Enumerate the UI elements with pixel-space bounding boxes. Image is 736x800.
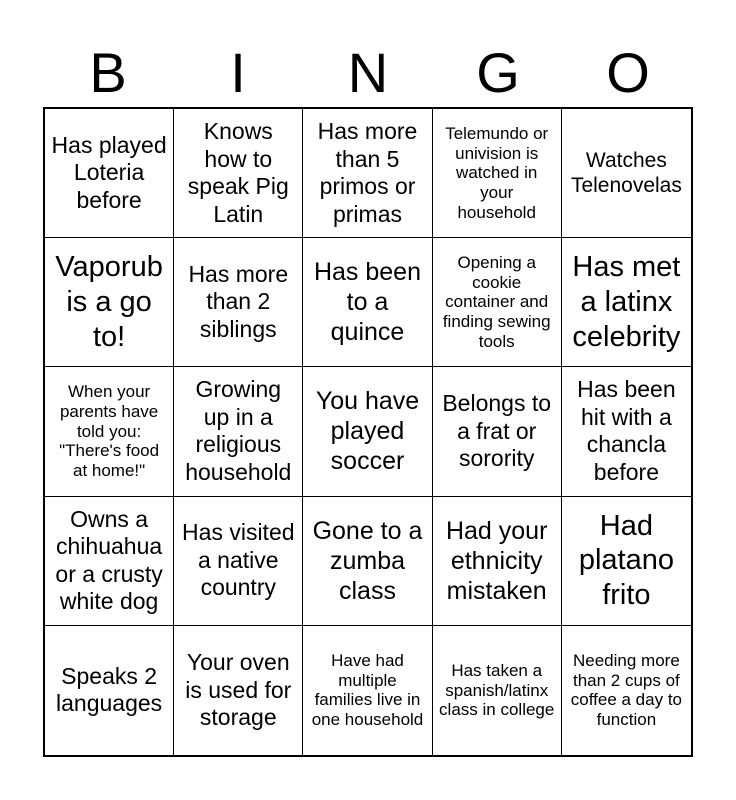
bingo-cell[interactable] (562, 497, 691, 626)
bingo-cell[interactable] (562, 626, 691, 755)
cell-text: Speaks 2 languages (56, 662, 163, 717)
bingo-cell[interactable] (174, 238, 303, 367)
cell-text: Has more than 2 siblings (188, 260, 289, 343)
bingo-cell[interactable] (433, 109, 562, 238)
cell-text: Vaporub is a go to! (55, 251, 163, 353)
bingo-cell[interactable] (45, 367, 174, 496)
bingo-cell[interactable] (303, 109, 432, 238)
bingo-cell[interactable] (45, 497, 174, 626)
bingo-cell[interactable] (562, 238, 691, 367)
cell-text: Has played Loteria before (51, 131, 167, 213)
header-letter-i: I (230, 41, 246, 104)
bingo-cell[interactable] (303, 238, 432, 367)
header-letter-b: B (89, 41, 127, 104)
bingo-cell[interactable] (45, 238, 174, 367)
bingo-cell[interactable] (45, 109, 174, 238)
header-letter-n: N (347, 41, 389, 104)
bingo-cell[interactable] (303, 626, 432, 755)
cell-text: Needing more than 2 cups of coffee a day to function (570, 650, 682, 730)
bingo-cell[interactable] (174, 109, 303, 238)
cell-text: Has taken a spanish/latinx class in college (439, 660, 555, 720)
cell-text: Has visited a native country (182, 519, 295, 601)
cell-text: You have played soccer (315, 387, 420, 476)
cell-text: Gone to a zumba class (312, 516, 423, 605)
cell-text: Your oven is used for storage (185, 649, 292, 731)
bingo-cell[interactable] (174, 626, 303, 755)
bingo-board (43, 107, 693, 757)
cell-text: Has been to a quince (313, 258, 421, 347)
bingo-cell[interactable] (433, 367, 562, 496)
bingo-cell[interactable] (433, 238, 562, 367)
cell-text: Belongs to a frat or sorority (442, 390, 552, 472)
cell-text: Owns a chihuahua or a crusty white dog (55, 505, 163, 615)
cell-text: When your parents have told you: "There's food at home!" (59, 382, 160, 481)
bingo-cell[interactable] (303, 367, 432, 496)
cell-text: Has been hit with a chancla before (577, 376, 676, 486)
bingo-cell[interactable] (45, 626, 174, 755)
bingo-header (43, 40, 693, 106)
bingo-cell[interactable] (174, 367, 303, 496)
cell-text: Opening a cookie container and finding sewing tools (442, 252, 551, 351)
bingo-cell[interactable] (174, 497, 303, 626)
cell-text: Have had multiple families live in one household (311, 650, 424, 730)
cell-text: Has met a latinx celebrity (572, 251, 681, 353)
bingo-cell[interactable] (433, 497, 562, 626)
bingo-cell[interactable] (562, 367, 691, 496)
cell-text: Knows how to speak Pig Latin (187, 117, 289, 227)
header-letter-o: O (606, 41, 650, 104)
bingo-cell[interactable] (562, 109, 691, 238)
bingo-cell[interactable] (433, 626, 562, 755)
cell-text: Watches Telenovelas (570, 148, 682, 198)
cell-text: Telemundo or univision is watched in your household (445, 123, 549, 222)
cell-text: Had your ethnicity mistaken (445, 516, 548, 605)
header-letter-g: G (476, 41, 520, 104)
bingo-cell[interactable] (303, 497, 432, 626)
cell-text: Growing up in a religious household (185, 376, 292, 486)
cell-text: Had platano frito (578, 509, 674, 612)
cell-text: Has more than 5 primos or primas (317, 117, 418, 227)
